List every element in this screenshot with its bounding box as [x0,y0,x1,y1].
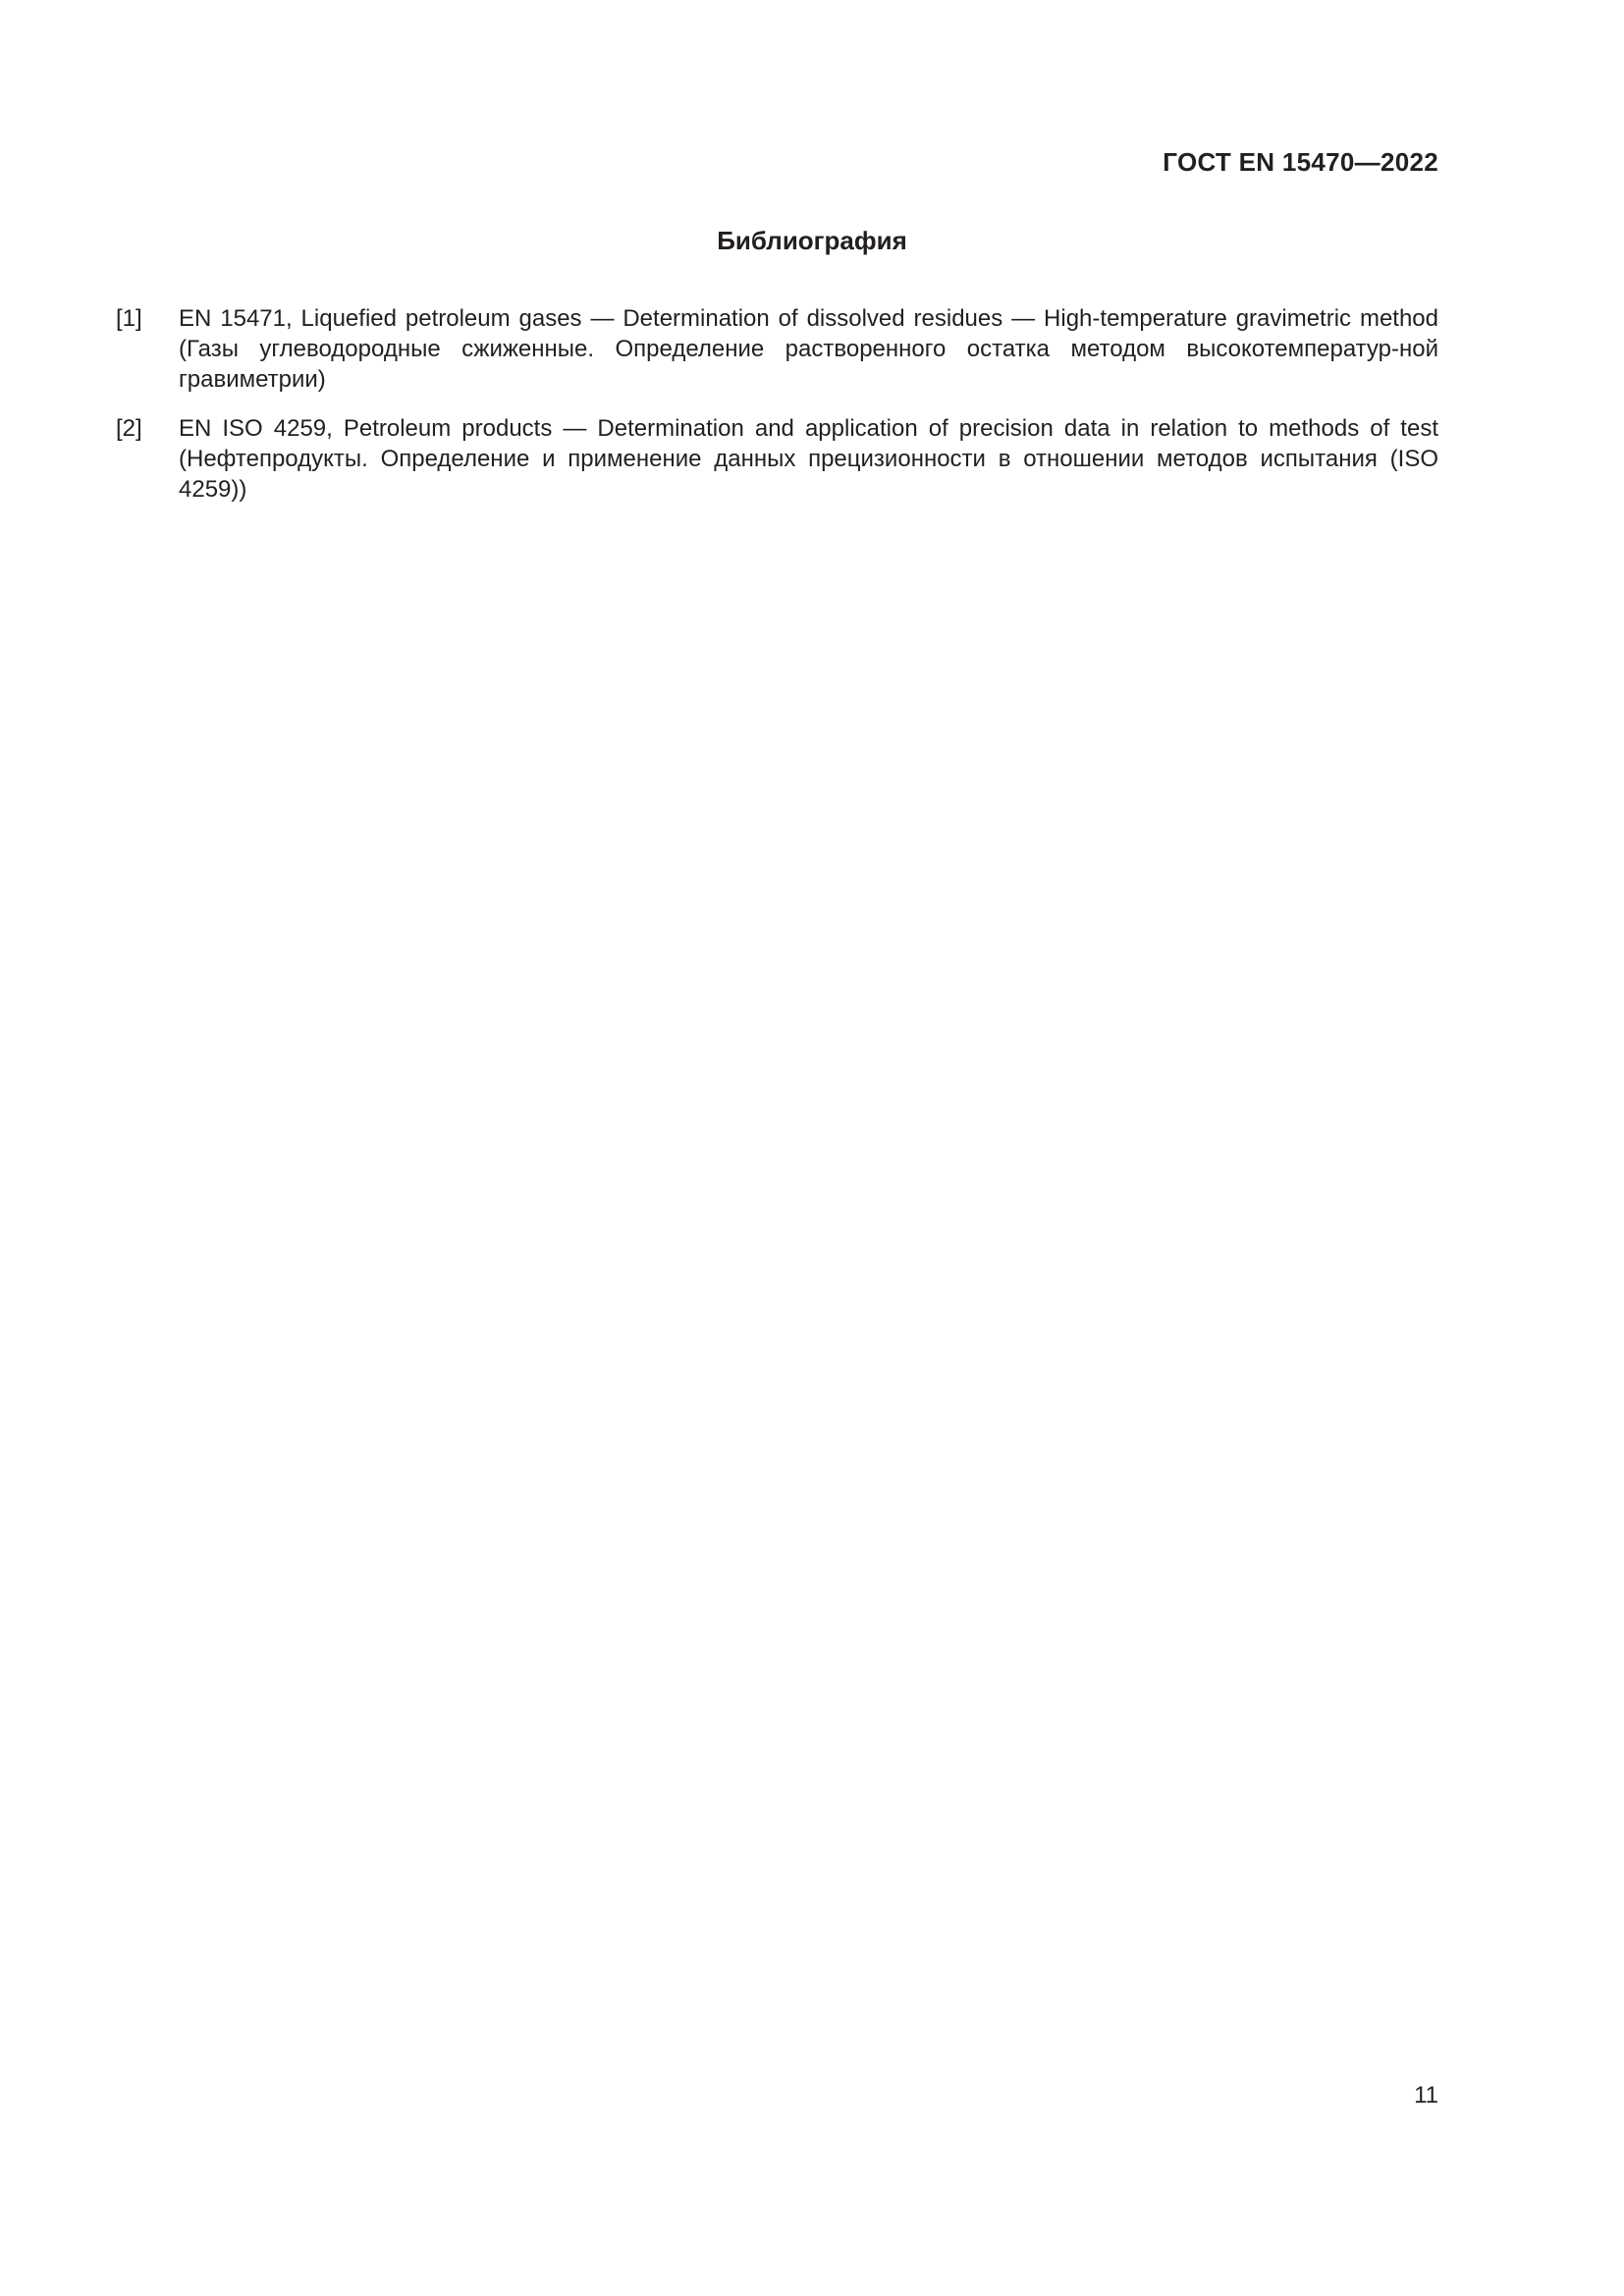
bibliography-item [116,303,1438,395]
reference-text: EN 15471, Liquefied petroleum gases — Determination of dissolved residues — High-temperature gravimetric method (Газы углеводородные сжиженные. Определение растворенного остатка методом высокотемператур-ной гравиметрии) [179,305,1438,393]
section-title: Библиография [717,226,907,255]
bibliography-item [116,413,1438,505]
document-code: ГОСТ EN 15470—2022 [1163,147,1438,177]
reference-number: [2] [116,415,142,442]
bibliography-list [116,303,1438,523]
page-number: 11 [1414,2082,1438,2109]
reference-text: EN ISO 4259, Petroleum products — Determination and application of precision data in relation to methods of test (Нефтепродукты. Определение и применение данных прецизионности в отношении методов испытания (ISO 4259)) [179,415,1438,503]
reference-number: [1] [116,305,142,332]
